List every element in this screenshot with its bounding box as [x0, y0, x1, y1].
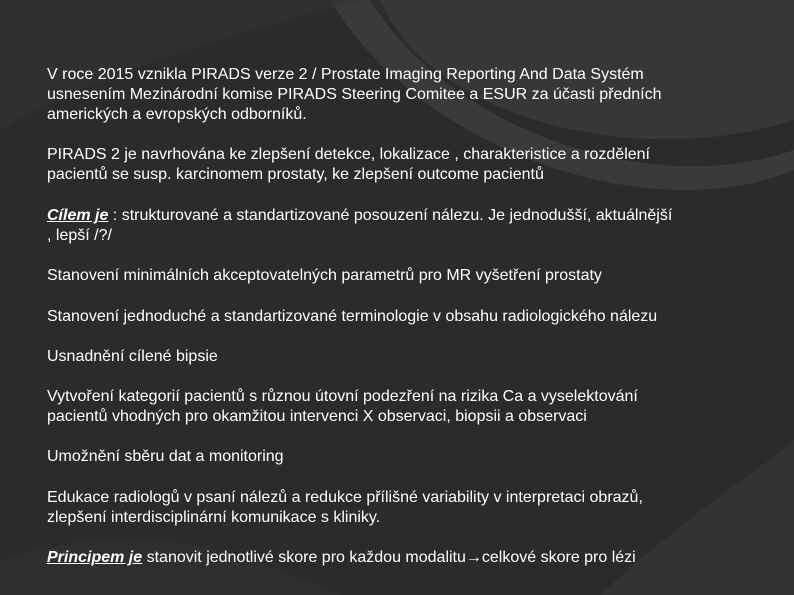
paragraph-1-line-2: usnesením Mezinárodní komise PIRADS Steering Comitee a ESUR za účasti předních: [47, 86, 662, 103]
paragraph-5: [47, 307, 777, 327]
principle-text: stanovit jednotlivé skore pro každou modalitu→celkové skore pro lézi: [142, 549, 636, 566]
paragraph-3: [47, 206, 777, 246]
paragraph-3-line-1: [47, 206, 777, 226]
paragraph-10: [47, 548, 777, 568]
paragraph-6: [47, 347, 777, 367]
paragraph-8: [47, 447, 777, 467]
paragraph-3-line-2: , lepší /?/: [47, 227, 112, 244]
paragraph-1-line-1: V roce 2015 vznikla PIRADS verze 2 / Prostate Imaging Reporting And Data Systém: [47, 66, 644, 83]
paragraph-1-line-3: amerických a evropských odborníků.: [47, 106, 307, 123]
paragraph-2-line-2: pacientů se susp. karcinomem prostaty, ke zlepšení outcome pacientů: [47, 166, 544, 183]
paragraph-9: [47, 488, 777, 528]
paragraph-7-line-1: Vytvoření kategorií pacientů s různou útovní podezření na rizika Ca a vyselektování: [47, 388, 638, 405]
paragraph-4: [47, 266, 777, 286]
paragraph-8-line-1: Umožnění sběru dat a monitoring: [47, 448, 284, 465]
paragraph-10-line-1: [47, 548, 777, 568]
paragraph-7-line-2: pacientů vhodných pro okamžitou intervenci X observaci, biopsii a observaci: [47, 408, 587, 425]
paragraph-9-line-2: zlepšení interdisciplinární komunikace s kliniky.: [47, 509, 381, 526]
paragraph-5-line-1: Stanovení jednoduché a standartizované terminologie v obsahu radiologického nálezu: [47, 308, 658, 325]
paragraph-1: [47, 65, 777, 125]
goal-text: : strukturované a standartizované posouzení nálezu. Je jednodušší, aktuálnější: [108, 207, 673, 224]
paragraph-9-line-1: Edukace radiologů v psaní nálezů a redukce přílišné variability v interpretaci obrazů,: [47, 489, 643, 506]
goal-emphasis: Cílem je: [47, 207, 109, 224]
paragraph-4-line-1: Stanovení minimálních akceptovatelných parametrů pro MR vyšetření prostaty: [47, 267, 602, 284]
principle-emphasis: Principem je: [47, 549, 143, 566]
paragraph-6-line-1: Usnadnění cílené bipsie: [47, 348, 218, 365]
paragraph-2: [47, 145, 777, 185]
paragraph-7: [47, 387, 777, 427]
paragraph-2-line-1: PIRADS 2 je navrhována ke zlepšení detekce, lokalizace , charakteristice a rozdělení: [47, 146, 650, 163]
